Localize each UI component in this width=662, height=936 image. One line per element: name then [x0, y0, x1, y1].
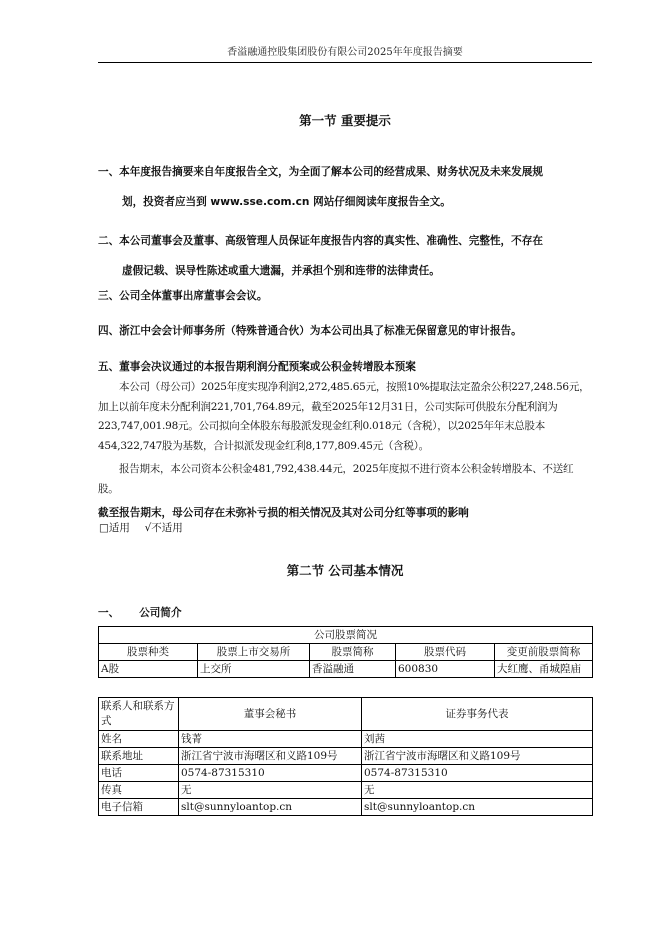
contact-row-representative: 0574-87315310 — [362, 765, 593, 782]
stock-header-code: 股票代码 — [396, 644, 495, 661]
stock-header-type: 股票种类 — [99, 644, 198, 661]
contact-row-label: 姓名 — [99, 731, 179, 748]
header-rule — [98, 62, 592, 63]
contact-row-secretary: 无 — [179, 782, 362, 799]
stock-header-exchange: 股票上市交易所 — [198, 644, 310, 661]
contact-row-representative: slt@sunnyloantop.cn — [362, 799, 593, 816]
stock-table-caption: 公司股票简况 — [99, 627, 593, 644]
applicability-options — [99, 520, 183, 535]
option-not-applicable[interactable]: √不适用 — [144, 522, 183, 534]
stock-info-table — [98, 626, 593, 678]
contact-row-label: 电话 — [99, 765, 179, 782]
contact-row-representative: 无 — [362, 782, 593, 799]
stock-header-former-name: 变更前股票简称 — [495, 644, 593, 661]
notice-item-4: 四、浙江中会会计师事务所（特殊普通合伙）为本公司出具了标准无保留意见的审计报告。 — [98, 325, 522, 337]
capital-reserve-text: 报告期末，本公司资本公积金481,792,438.44元，2025年度拟不进行资本公积金转增股本、不送红股。 — [98, 463, 574, 495]
notice-item-2-line2: 虚假记载、误导性陈述或重大遗漏，并承担个别和连带的法律责任。 — [122, 265, 440, 277]
contact-row-secretary: 0574-87315310 — [179, 765, 362, 782]
stock-cell-former-name: 大红鹰、甬城隍庙 — [495, 661, 593, 678]
contact-row-secretary: slt@sunnyloantop.cn — [179, 799, 362, 816]
stock-header-short-name: 股票简称 — [310, 644, 396, 661]
notice-item-1 — [98, 157, 592, 217]
company-profile-heading — [98, 606, 592, 620]
contact-row-secretary: 钱菁 — [179, 731, 362, 748]
section-1-title: 第一节 重要提示 — [299, 113, 391, 128]
option-applicable[interactable]: □适用 — [99, 522, 130, 534]
contact-header-representative: 证券事务代表 — [362, 698, 593, 731]
deficit-question: 截至报告期末，母公司存在未弥补亏损的相关情况及其对公司分红等事项的影响 — [98, 507, 469, 519]
company-profile-title: 公司简介 — [139, 607, 182, 619]
contact-table — [98, 697, 593, 816]
contact-row-label: 联系地址 — [99, 748, 179, 765]
stock-cell-exchange: 上交所 — [198, 661, 310, 678]
section-2-title: 第二节 公司基本情况 — [286, 563, 404, 578]
company-profile-num: 一、 — [98, 607, 120, 619]
notice-item-5: 五、董事会决议通过的本报告期利润分配预案或公积金转增股本预案 — [98, 361, 416, 373]
notice-item-2 — [98, 226, 592, 286]
contact-row-representative: 刘茜 — [362, 731, 593, 748]
contact-header-label: 联系人和联系方式 — [99, 698, 179, 731]
notice-item-3: 三、公司全体董事出席董事会会议。 — [98, 290, 268, 302]
contact-row-label: 电子信箱 — [99, 799, 179, 816]
notice-item-1-line2: 划，投资者应当到 www.sse.com.cn 网站仔细阅读年度报告全文。 — [122, 196, 451, 208]
profit-distribution-text: 本公司（母公司）2025年度实现净利润2,272,485.65元，按照10%提取法定盈余公积227,248.56元，加上以前年度未分配利润221,701,764.89元，截至2025年12月31日，公司实际可供股东分配利润为223,747,001.98元。公司拟向全体股东每股派发现金红利0.018元（含税），以2025年年末总股本454,322,747股为基数，合计拟派发现金红利8,177,809.45元（含税）。 — [98, 381, 590, 452]
stock-cell-short-name: 香溢融通 — [310, 661, 396, 678]
notice-item-2-line1: 二、本公司董事会及董事、高级管理人员保证年度报告内容的真实性、准确性、完整性，不存在 — [98, 235, 543, 247]
stock-cell-type: A股 — [99, 661, 198, 678]
stock-cell-code: 600830 — [396, 661, 495, 678]
contact-row-secretary: 浙江省宁波市海曙区和义路109号 — [179, 748, 362, 765]
contact-row-label: 传真 — [99, 782, 179, 799]
page-header: 香溢融通控股集团股份有限公司2025年年度报告摘要 — [227, 47, 463, 58]
contact-header-secretary: 董事会秘书 — [179, 698, 362, 731]
contact-row-representative: 浙江省宁波市海曙区和义路109号 — [362, 748, 593, 765]
notice-item-1-line1: 一、本年度报告摘要来自年度报告全文，为全面了解本公司的经营成果、财务状况及未来发展规 — [98, 166, 543, 178]
